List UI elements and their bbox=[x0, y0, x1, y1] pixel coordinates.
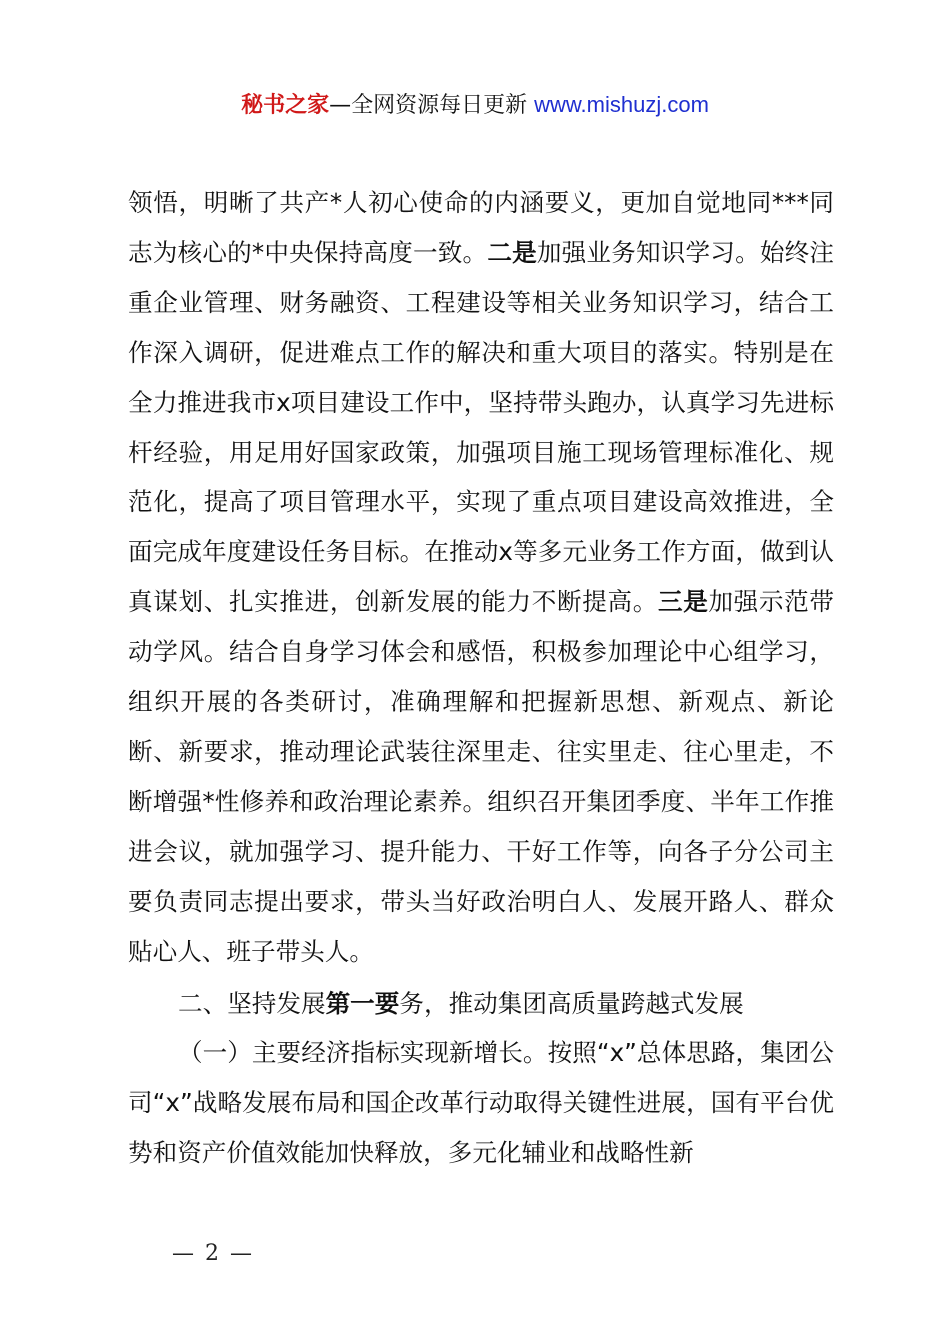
bold-keyword: 三是 bbox=[657, 587, 709, 617]
document-body bbox=[128, 178, 834, 1178]
paragraph-text: 加强业务知识学习。始终注重企业管理、财务融资、工程建设等相关业务知识学习，结合工作深入调研，促进难点工作的解决和重大项目的落实。特别是在全力推进我市x项目建设工作中，坚持带头跑办，认真学习先进标杆经验，用足用好国家政策，加强项目施工现场管理标准化、规范化，提高了项目管理水平，实现了重点项目建设高效推进，全面完成年度建设任务目标。在推动x等多元业务工作方面，做到认真谋划、扎实推进，创新发展的能力不断提高。 bbox=[128, 237, 834, 617]
heading-text: 务，推动集团高质量跨越式发展 bbox=[399, 988, 744, 1018]
site-slogan: —全网资源每日更新 bbox=[329, 93, 528, 118]
paragraph-text: 领悟，明晰了共产*人初心使命的内涵要义，更加自觉地同***同志为核心的*中央保持高度一致。 bbox=[128, 188, 834, 267]
page-number: — 2 — bbox=[172, 1241, 254, 1266]
paragraph-study bbox=[128, 178, 834, 977]
site-header bbox=[0, 90, 950, 121]
section-heading bbox=[128, 979, 834, 1029]
site-url-link[interactable]: www.mishuzj.com bbox=[534, 92, 709, 117]
heading-text: 二、坚持发展 bbox=[178, 988, 326, 1018]
paragraph-economic: （一）主要经济指标实现新增长。按照“x”总体思路，集团公司“x”战略发展布局和国企改革行动取得关键性进展，国有平台优势和资产价值效能加快释放，多元化辅业和战略性新 bbox=[128, 1038, 834, 1168]
bold-keyword: 二是 bbox=[487, 237, 537, 267]
bold-keyword: 第一要 bbox=[325, 988, 400, 1018]
site-brand: 秘书之家 bbox=[241, 93, 330, 118]
paragraph-text: 加强示范带动学风。结合自身学习体会和感悟，积极参加理论中心组学习，组织开展的各类研讨，准确理解和把握新思想、新观点、新论断、新要求，推动理论武装往深里走、往实里走、往心里走，不断增强*性修养和政治理论素养。组织召开集团季度、半年工作推进会议，就加强学习、提升能力、干好工作等，向各子分公司主要负责同志提出要求，带头当好政治明白人、发展开路人、群众贴心人、班子带头人。 bbox=[128, 587, 834, 966]
